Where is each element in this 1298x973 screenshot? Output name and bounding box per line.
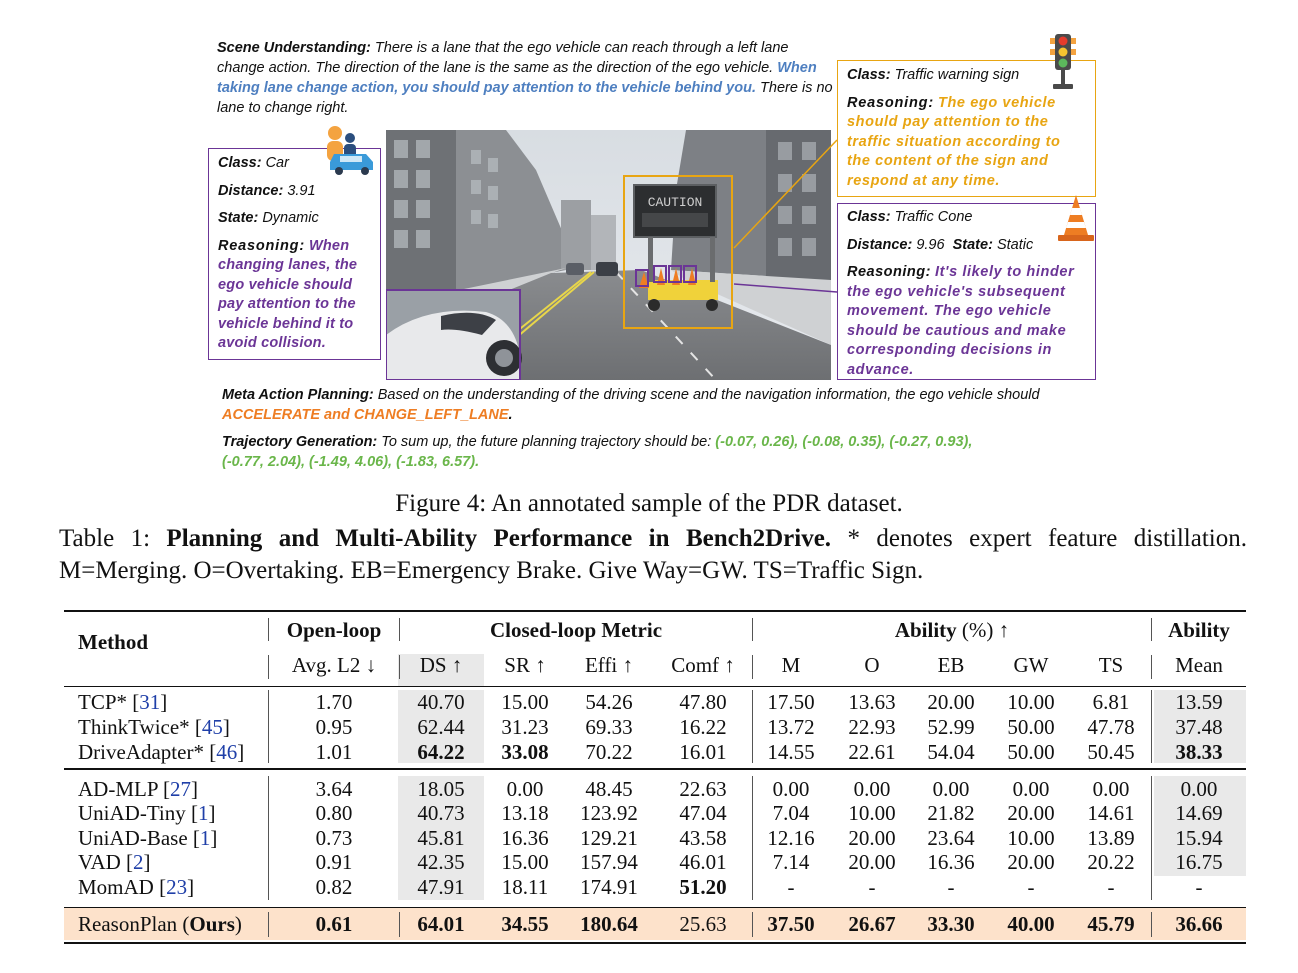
header-closed-loop: Closed-loop Metric (489, 618, 663, 642)
method-name: MomAD [23] (78, 875, 195, 899)
results-table (64, 610, 1246, 946)
table-cell: 15.00 (501, 690, 549, 714)
method-name: AD-MLP [27] (78, 777, 198, 801)
table-cell: 123.92 (580, 801, 638, 825)
table-cell: 50.00 (1007, 740, 1055, 764)
table-cell: 157.94 (580, 850, 638, 874)
citation-link[interactable]: 1 (198, 801, 209, 825)
table-cell: 20.00 (1007, 850, 1055, 874)
column-header: EB (937, 653, 965, 677)
table-cell: 40.00 (1007, 912, 1055, 936)
table-cell: 1.70 (315, 690, 353, 714)
table-cell: 23.64 (927, 826, 975, 850)
table-cell: 12.16 (767, 826, 815, 850)
table-cell: 10.00 (1007, 690, 1055, 714)
table-cell: 13.72 (767, 715, 815, 739)
table-cell: 0.95 (315, 715, 353, 739)
table-cell: 69.33 (585, 715, 633, 739)
column-header: SR ↑ (504, 653, 546, 677)
table-cell: 174.91 (580, 875, 638, 899)
meta-action-text: Meta Action Planning: Based on the understanding of the driving scene and the navigation information, the ego vehicle should ACCELERATE and CHANGE_LEFT_LANE. (222, 387, 1040, 423)
table-cell: 54.04 (927, 740, 975, 764)
table-cell: 13.18 (501, 801, 549, 825)
table-cell: 10.00 (848, 801, 896, 825)
table-cell: 0.00 (853, 777, 891, 801)
cone-annotation-box: Class: Traffic Cone Distance: 9.96 State: Static Reasoning: It's likely to hinder the ego vehicle's subsequent movement. The ego vehicle should be cautious and make corresponding decisions in advance. (837, 203, 1096, 380)
table-cell: 47.80 (679, 690, 727, 714)
sign-board-text: CAUTION (647, 195, 703, 210)
scene-understanding-text: Scene Understanding: There is a lane that the ego vehicle can reach through a left lane change action. The direction of the lane is the same as the direction of the ego vehicle. When taking lane change action, you should pay attention to the vehicle behind you. There is no lane to change right. (217, 40, 833, 116)
table-cell: 20.00 (848, 850, 896, 874)
table-cell: - (1195, 875, 1203, 899)
table-cell: 13.59 (1175, 690, 1223, 714)
column-header: GW (1013, 653, 1049, 677)
table-cell: 129.21 (580, 826, 638, 850)
table-cell: 50.00 (1007, 715, 1055, 739)
table-cell: 6.81 (1092, 690, 1130, 714)
citation-link[interactable]: 45 (201, 715, 223, 739)
table-cell: 70.22 (585, 740, 633, 764)
table-cell: 42.35 (417, 850, 465, 874)
header-method: Method (78, 630, 148, 654)
method-name: ReasonPlan (Ours) (78, 912, 242, 936)
table-caption-line2: M=Merging. O=Overtaking. EB=Emergency Brake. Give Way=GW. TS=Traffic Sign. (59, 557, 924, 584)
table-cell: 51.20 (679, 875, 727, 899)
citation-link[interactable]: 2 (133, 850, 144, 874)
method-name: DriveAdapter* [46] (78, 740, 245, 764)
table-cell: - (1107, 875, 1115, 899)
figure-caption: Figure 4: An annotated sample of the PDR dataset. (395, 490, 903, 517)
table-cell: 7.04 (772, 801, 810, 825)
table-cell: 47.04 (679, 801, 727, 825)
table-cell: 0.00 (1180, 777, 1218, 801)
sign-annotation-box: Class: Traffic warning sign Reasoning: The ego vehicle should pay attention to the traffic situation according to the content of the sign and respond at any time. (837, 60, 1096, 197)
table-cell: 47.91 (417, 875, 465, 899)
table-cell: 26.67 (848, 912, 896, 936)
traffic-light-icon (1047, 34, 1079, 90)
table-cell: 16.36 (927, 850, 975, 874)
citation-link[interactable]: 46 (216, 740, 238, 764)
table-cell: 16.75 (1175, 850, 1223, 874)
table-cell: 54.26 (585, 690, 633, 714)
table-cell: 20.00 (848, 826, 896, 850)
table-cell: 180.64 (580, 912, 638, 936)
table-cell: 37.48 (1175, 715, 1223, 739)
table-cell: 20.00 (927, 690, 975, 714)
table-cell: 0.00 (932, 777, 970, 801)
header-open-loop: Open-loop (286, 618, 382, 642)
table-cell: 1.01 (315, 740, 353, 764)
table-cell: 0.73 (315, 826, 353, 850)
citation-link[interactable]: 1 (199, 826, 211, 850)
method-name: UniAD-Base [1] (78, 826, 218, 850)
table-cell: 33.30 (927, 912, 975, 936)
table-cell: 10.00 (1007, 826, 1055, 850)
table-cell: 47.78 (1087, 715, 1135, 739)
column-header: Comf ↑ (671, 653, 735, 677)
column-header: O (864, 653, 880, 677)
table-cell: 0.00 (1012, 777, 1050, 801)
table-cell: 0.00 (772, 777, 810, 801)
table-cell: 14.69 (1175, 801, 1223, 825)
traffic-cone-icon (1056, 193, 1096, 243)
table-cell: 0.00 (506, 777, 544, 801)
method-name: VAD [2] (78, 850, 151, 874)
column-header: TS (1098, 653, 1124, 677)
table-cell: 46.01 (679, 850, 727, 874)
table-cell: 43.58 (679, 826, 727, 850)
table-cell: 36.66 (1175, 912, 1223, 936)
table-cell: 40.73 (417, 801, 465, 825)
table-cell: - (868, 875, 876, 899)
table-cell: 21.82 (927, 801, 975, 825)
table-cell: 3.64 (315, 777, 353, 801)
table-cell: 22.61 (848, 740, 896, 764)
table-cell: 62.44 (417, 715, 465, 739)
table-cell: 48.45 (585, 777, 633, 801)
table-cell: 15.94 (1175, 826, 1223, 850)
table-cell: 33.08 (501, 740, 549, 764)
trajectory-text: Trajectory Generation: To sum up, the future planning trajectory should be: (-0.07, 0.26), (-0.08, 0.35), (-0.27, 0.93), (-0.77, 2.04), (-1.49, 4.06), (-1.83, 6.57). (222, 434, 973, 470)
table-cell: 13.89 (1087, 826, 1135, 850)
table-cell: - (947, 875, 955, 899)
car-annotation-box: Class: Car Distance: 3.91 State: Dynamic Reasoning: When changing lanes, the ego vehicle should pay attention to the vehicle behind it to avoid collision. (208, 148, 381, 360)
citation-link[interactable]: 23 (166, 875, 188, 899)
table-cell: 7.14 (772, 850, 810, 874)
table-cell: 37.50 (767, 912, 815, 936)
table-cell: 45.79 (1087, 912, 1135, 936)
column-header: M (781, 653, 801, 677)
table-cell: 16.22 (679, 715, 727, 739)
header-ability-mean: Ability (1168, 618, 1230, 642)
table-cell: 17.50 (767, 690, 815, 714)
table-cell: 0.91 (315, 850, 353, 874)
citation-link[interactable]: 27 (169, 777, 191, 801)
column-header: Avg. L2 ↓ (291, 653, 377, 677)
table-cell: 50.45 (1087, 740, 1135, 764)
table-cell: 0.80 (315, 801, 353, 825)
table-cell: 18.05 (417, 777, 465, 801)
column-header: DS ↑ (419, 653, 463, 677)
column-header: Effi ↑ (584, 653, 634, 677)
method-name: ThinkTwice* [45] (78, 715, 230, 739)
table-cell: 15.00 (501, 850, 549, 874)
citation-link[interactable]: 31 (139, 690, 161, 714)
method-name: TCP* [31] (78, 690, 168, 714)
table-cell: 0.82 (315, 875, 353, 899)
table-cell: 22.93 (848, 715, 896, 739)
table-cell: 64.22 (417, 740, 465, 764)
table-cell: - (1027, 875, 1035, 899)
table-cell: 25.63 (679, 912, 727, 936)
table-cell: 38.33 (1175, 740, 1223, 764)
table-cell: 64.01 (417, 912, 465, 936)
table-caption: Table 1: Planning and Multi-Ability Performance in Bench2Drive. * denotes expert feature distillation. (59, 525, 1247, 552)
header-ability: Ability (%) ↑ (894, 618, 1010, 642)
table-cell: 22.63 (679, 777, 727, 801)
table-cell: - (787, 875, 795, 899)
table-cell: 45.81 (417, 826, 465, 850)
figure-4 (0, 0, 1298, 480)
table-cell: 34.55 (501, 912, 549, 936)
table-cell: 0.00 (1092, 777, 1130, 801)
table-cell: 0.61 (315, 912, 353, 936)
table-cell: 52.99 (927, 715, 975, 739)
column-header: Mean (1175, 653, 1223, 677)
table-cell: 13.63 (848, 690, 896, 714)
table-cell: 40.70 (417, 690, 465, 714)
table-cell: 18.11 (501, 875, 549, 899)
method-name: UniAD-Tiny [1] (78, 801, 216, 825)
table-cell: 16.01 (679, 740, 727, 764)
table-cell: 20.22 (1087, 850, 1135, 874)
table-cell: 31.23 (501, 715, 549, 739)
table-cell: 16.36 (501, 826, 549, 850)
table-cell: 14.55 (767, 740, 815, 764)
table-cell: 14.61 (1087, 801, 1135, 825)
table-cell: 20.00 (1007, 801, 1055, 825)
